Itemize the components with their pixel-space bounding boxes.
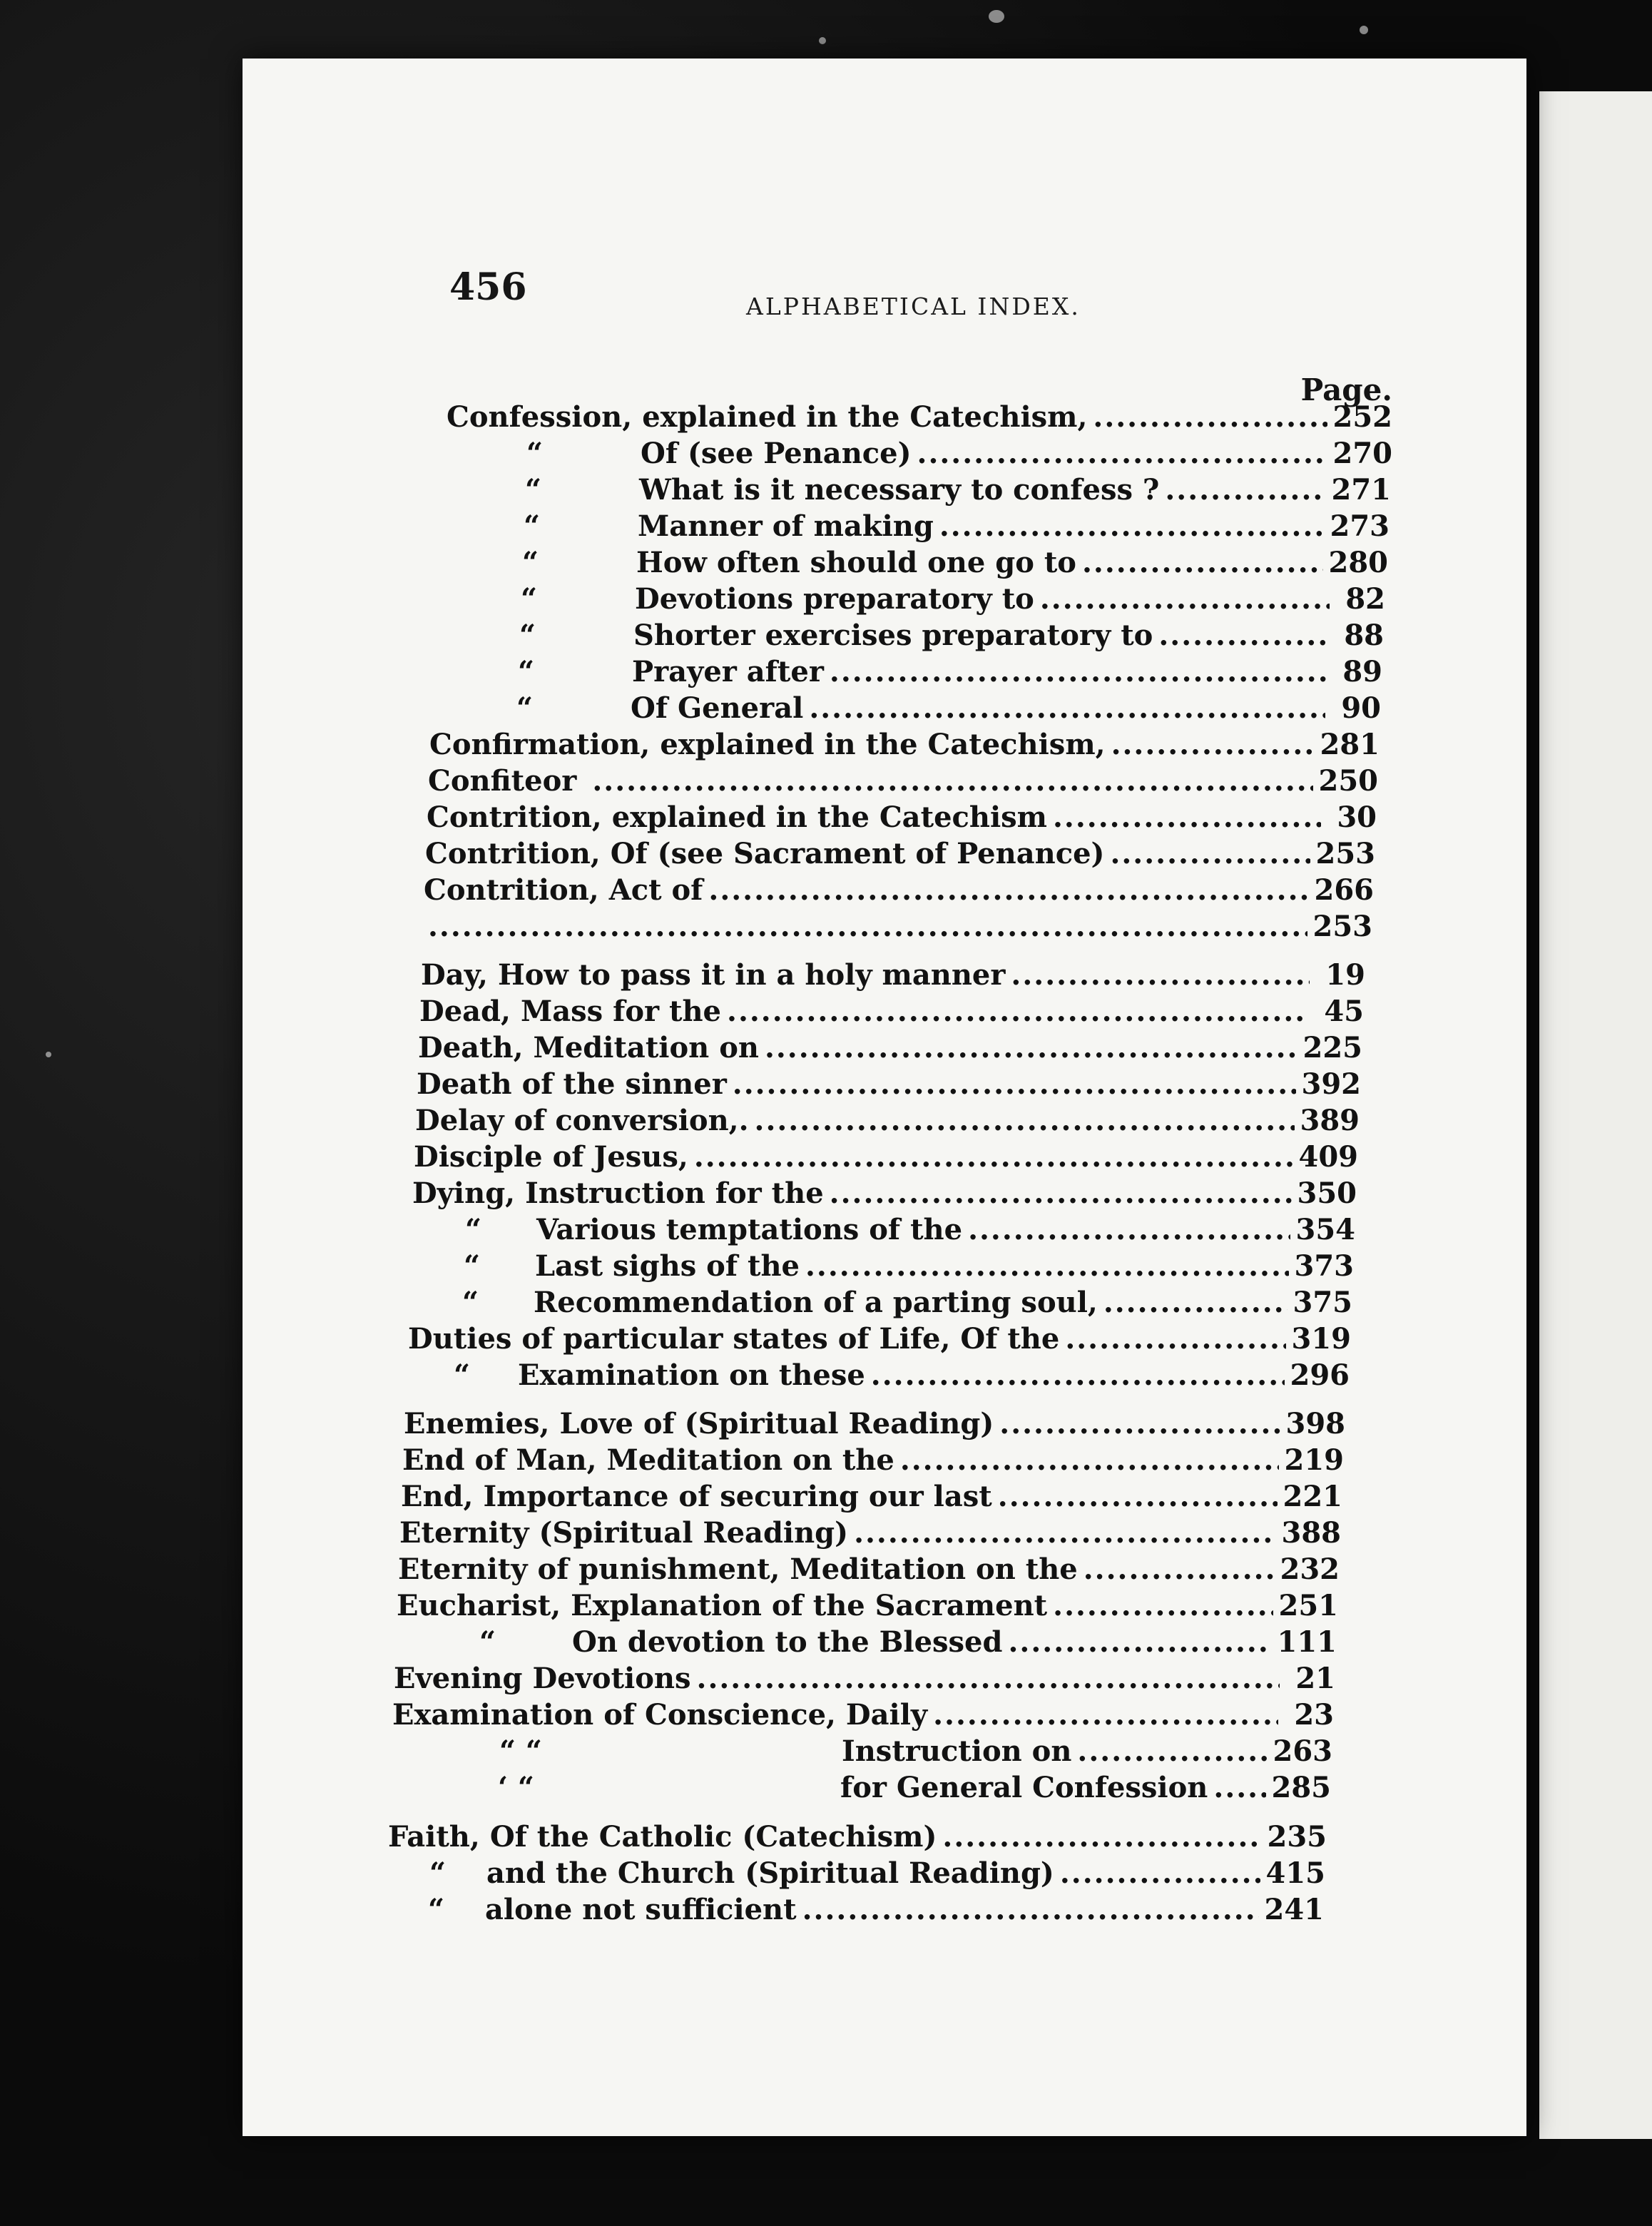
entry-head: Death <box>417 1067 512 1101</box>
entry-page: 232 <box>1280 1552 1340 1586</box>
entry-text: Manner of making <box>638 509 934 543</box>
entry-page: 221 <box>1283 1480 1342 1513</box>
entry-head: Examination <box>392 1698 594 1732</box>
ditto-mark: “ <box>428 1893 445 1926</box>
index-entry <box>419 994 1364 1030</box>
entry-text: for General Confession <box>840 1771 1208 1804</box>
index-entry <box>404 1406 1345 1442</box>
page-column-label: Page. <box>1300 372 1392 407</box>
entry-text: Shorter exercises preparatory to <box>633 619 1153 652</box>
entry-page: 263 <box>1273 1734 1332 1768</box>
dot-leader <box>1158 618 1328 654</box>
dot-leader <box>1053 800 1321 835</box>
entry-page: 281 <box>1320 728 1380 761</box>
entry-head: Contrition, <box>427 801 602 834</box>
entry-head: End <box>402 1443 465 1477</box>
ditto-mark: “ <box>454 1358 471 1392</box>
entry-page: 225 <box>1302 1031 1362 1064</box>
ditto-mark: “ <box>522 546 539 579</box>
dot-leader <box>830 654 1327 690</box>
entry-text: Instruction on <box>842 1734 1072 1768</box>
entry-page: 271 <box>1331 473 1391 507</box>
entry-text: (Spiritual Reading) <box>539 1516 849 1550</box>
ditto-mark: “ <box>519 619 536 652</box>
index-entry <box>427 800 1377 835</box>
ditto-mark: “ “ <box>499 1734 542 1768</box>
entry-page: 296 <box>1290 1358 1350 1392</box>
ditto-mark: “ <box>516 691 534 725</box>
entry-page: 251 <box>1278 1589 1338 1622</box>
entry-text: of Man, Meditation on the <box>474 1443 894 1477</box>
entry-page: 409 <box>1298 1140 1358 1174</box>
entry-page: 354 <box>1295 1213 1355 1246</box>
entry-text: Meditation on <box>533 1031 759 1064</box>
entry-page: 89 <box>1342 655 1382 688</box>
page-number: 456 <box>449 265 527 309</box>
dot-leader <box>933 1697 1278 1733</box>
index-entry <box>398 1552 1340 1587</box>
index-entry <box>417 1067 1361 1102</box>
entry-page: 250 <box>1318 764 1378 798</box>
index-entry <box>415 1103 1360 1139</box>
entry-text: Love of (Spiritual Reading) <box>559 1407 994 1440</box>
index-entry <box>465 1212 1355 1248</box>
entry-head: Dying, <box>412 1176 516 1210</box>
dot-leader <box>939 509 1325 544</box>
index-entry <box>522 545 1388 581</box>
dot-leader <box>1165 472 1325 508</box>
dot-leader <box>727 994 1308 1030</box>
entry-text: and the Church (Spiritual Reading) <box>486 1856 1054 1890</box>
entry-page: 219 <box>1284 1443 1344 1477</box>
index-list <box>0 400 1652 1969</box>
entry-head: Dead, <box>419 995 511 1028</box>
dot-leader <box>998 1479 1278 1515</box>
index-entry <box>519 618 1384 654</box>
entry-page: 253 <box>1315 837 1375 870</box>
index-entry <box>392 1697 1334 1733</box>
entry-page: 21 <box>1295 1662 1335 1695</box>
ditto-mark: “ <box>465 1213 482 1246</box>
index-entry <box>479 1625 1337 1660</box>
dot-leader <box>1110 836 1310 872</box>
dot-leader <box>1084 1552 1275 1587</box>
entry-page: 389 <box>1300 1104 1360 1137</box>
ditto-mark: “ <box>462 1286 479 1319</box>
entry-head: Disciple <box>414 1140 543 1174</box>
dot-leader <box>1060 1856 1260 1891</box>
entry-page: 388 <box>1281 1516 1341 1550</box>
dot-leader <box>733 1067 1296 1102</box>
dust-speck <box>1360 26 1368 34</box>
dot-leader <box>1213 1770 1265 1806</box>
index-entry <box>526 436 1392 472</box>
entry-head: Day, <box>421 958 488 992</box>
entry-head: Delay <box>415 1104 504 1137</box>
entry-page: 415 <box>1265 1856 1325 1890</box>
ditto-mark: “ <box>479 1625 496 1659</box>
entry-page: 373 <box>1294 1249 1354 1283</box>
dot-leader <box>1011 957 1310 993</box>
entry-text: alone not sufficient <box>485 1893 797 1926</box>
dot-leader <box>805 1249 1289 1284</box>
entry-page: 280 <box>1328 546 1388 579</box>
dot-leader <box>1111 727 1315 763</box>
entry-page: 285 <box>1271 1771 1331 1804</box>
index-entry <box>428 763 1378 799</box>
entry-text: Of (see Penance) <box>641 437 912 470</box>
entry-head: End, <box>401 1480 474 1513</box>
entry-text: Devotions preparatory to <box>635 582 1034 616</box>
entry-text: of particular states of Life, Of the <box>521 1322 1060 1356</box>
index-entry <box>388 1819 1327 1855</box>
entry-text: Importance of securing our last <box>483 1480 992 1513</box>
dot-leader <box>1065 1321 1285 1357</box>
entry-text: Act of <box>608 873 703 907</box>
entry-page: 88 <box>1344 619 1384 652</box>
entry-page: 90 <box>1341 691 1381 725</box>
entry-text: Examination on these <box>518 1358 865 1392</box>
entry-text: of Jesus, <box>552 1140 688 1174</box>
entry-page: 23 <box>1294 1698 1334 1732</box>
index-entry <box>462 1285 1352 1321</box>
ditto-mark: “ <box>518 655 535 688</box>
entry-page: 45 <box>1324 995 1364 1028</box>
dot-leader <box>1093 400 1327 435</box>
entry-head: Duties <box>408 1322 512 1356</box>
index-entry <box>418 1030 1362 1066</box>
dot-leader <box>592 763 1312 799</box>
index-entry <box>397 1588 1338 1624</box>
index-entry <box>425 836 1375 872</box>
dot-leader <box>809 691 1325 726</box>
entry-page: 392 <box>1301 1067 1361 1101</box>
dot-leader <box>694 1139 1293 1175</box>
ditto-mark: “ <box>525 473 542 507</box>
entry-page: 19 <box>1325 958 1365 992</box>
entry-head: Eternity <box>398 1552 528 1586</box>
index-entry <box>422 909 1372 945</box>
entry-text: How often should one go to <box>636 546 1076 579</box>
entry-text: Instruction for the <box>525 1176 824 1210</box>
entry-head: Contrition, <box>425 837 601 870</box>
dot-leader <box>854 1515 1275 1551</box>
entry-page: 350 <box>1297 1176 1357 1210</box>
entry-page: 82 <box>1345 582 1385 616</box>
dot-leader <box>999 1406 1280 1442</box>
entry-page: 235 <box>1267 1820 1327 1854</box>
index-entry <box>429 727 1380 763</box>
entry-text: Last sighs of the <box>535 1249 800 1283</box>
entry-head: Confiteor <box>428 764 577 798</box>
entry-text: Mass for the <box>520 995 722 1028</box>
index-entry <box>499 1734 1332 1769</box>
entry-text: explained in the Catechism <box>611 801 1047 834</box>
index-entry <box>394 1661 1335 1697</box>
running-head: ALPHABETICAL INDEX. <box>746 293 1081 320</box>
entry-text: explained in the Catechism, <box>642 400 1088 434</box>
entry-head: Faith, <box>388 1820 480 1854</box>
dot-leader <box>708 873 1308 908</box>
entry-text: Prayer after <box>632 655 824 688</box>
ditto-mark: “ <box>464 1249 481 1283</box>
entry-text: explained in the Catechism, <box>660 728 1106 761</box>
entry-text: What is it necessary to confess ? <box>639 473 1160 507</box>
index-entry <box>414 1139 1358 1175</box>
entry-page: 273 <box>1330 509 1390 543</box>
dust-speck <box>819 37 826 44</box>
entry-page: 319 <box>1291 1322 1351 1356</box>
entry-page: 253 <box>1312 910 1372 943</box>
dot-leader <box>765 1030 1297 1066</box>
entry-page: 375 <box>1292 1286 1352 1319</box>
dot-leader <box>900 1443 1279 1478</box>
entry-text: Of General <box>631 691 804 725</box>
entry-text: Of the Catholic (Catechism) <box>489 1820 937 1854</box>
index-entry <box>525 472 1391 508</box>
entry-page: 30 <box>1337 801 1377 834</box>
dot-leader <box>917 436 1327 472</box>
index-entry <box>454 1358 1350 1393</box>
index-entry <box>516 691 1381 726</box>
index-entry <box>428 1892 1324 1928</box>
entry-page: 111 <box>1277 1625 1337 1659</box>
dot-leader <box>755 1103 1295 1139</box>
ditto-mark: “ <box>521 582 538 616</box>
entry-text: of the sinner <box>521 1067 727 1101</box>
index-entry <box>401 1479 1342 1515</box>
entry-head: Enemies, <box>404 1407 550 1440</box>
ditto-mark: “ <box>524 509 541 543</box>
index-entry <box>424 873 1374 908</box>
dot-leader <box>802 1892 1259 1928</box>
index-entry <box>412 1176 1357 1211</box>
entry-page: 266 <box>1314 873 1374 907</box>
entry-head: Eternity <box>399 1516 529 1550</box>
entry-text: Of (see Sacrament of Penance) <box>610 837 1105 870</box>
index-entry <box>402 1443 1344 1478</box>
entry-head: Evening <box>394 1662 523 1695</box>
dot-leader <box>1103 1285 1288 1321</box>
entry-text: On devotion to the Blessed <box>572 1625 1003 1659</box>
entry-text: of punishment, Meditation on the <box>537 1552 1078 1586</box>
dot-leader <box>1053 1588 1273 1624</box>
dot-leader <box>428 909 1307 945</box>
ditto-mark: “ <box>526 437 544 470</box>
entry-head: Confirmation, <box>429 728 651 761</box>
index-entry <box>399 1515 1341 1551</box>
dot-leader <box>1040 581 1330 617</box>
entry-head: Contrition, <box>424 873 599 907</box>
dot-leader <box>1077 1734 1267 1769</box>
dot-leader <box>1082 545 1323 581</box>
dot-leader <box>830 1176 1292 1211</box>
index-entry <box>429 1856 1325 1891</box>
entry-text: of conversion,. <box>514 1104 749 1137</box>
index-entry <box>521 581 1385 617</box>
index-entry <box>464 1249 1354 1284</box>
dot-leader <box>1008 1625 1271 1660</box>
entry-text: Various temptations of the <box>536 1213 963 1246</box>
entry-head: Eucharist, <box>397 1589 561 1622</box>
entry-head: Confession, <box>447 400 633 434</box>
dot-leader <box>968 1212 1290 1248</box>
dot-leader <box>697 1661 1280 1697</box>
entry-page: 252 <box>1332 400 1392 434</box>
entry-text: Explanation of the Sacrament <box>571 1589 1048 1622</box>
dot-leader <box>942 1819 1261 1855</box>
entry-head: Death, <box>418 1031 524 1064</box>
index-entry <box>421 957 1365 993</box>
dust-speck <box>989 10 1004 23</box>
entry-page: 241 <box>1264 1893 1324 1926</box>
index-entry <box>518 654 1382 690</box>
index-entry <box>524 509 1390 544</box>
entry-page: 398 <box>1285 1407 1345 1440</box>
entry-text: How to pass it in a holy manner <box>497 958 1006 992</box>
entry-page: 270 <box>1332 437 1392 470</box>
entry-text: of Conscience, Daily <box>603 1698 928 1732</box>
entry-text: Devotions <box>532 1662 691 1695</box>
index-entry <box>447 400 1392 435</box>
index-entry <box>408 1321 1351 1357</box>
ditto-mark: ‘ “ <box>498 1771 534 1804</box>
entry-text: Recommendation of a parting soul, <box>534 1286 1098 1319</box>
index-entry <box>498 1770 1331 1806</box>
ditto-mark: “ <box>429 1856 447 1890</box>
dot-leader <box>871 1358 1285 1393</box>
